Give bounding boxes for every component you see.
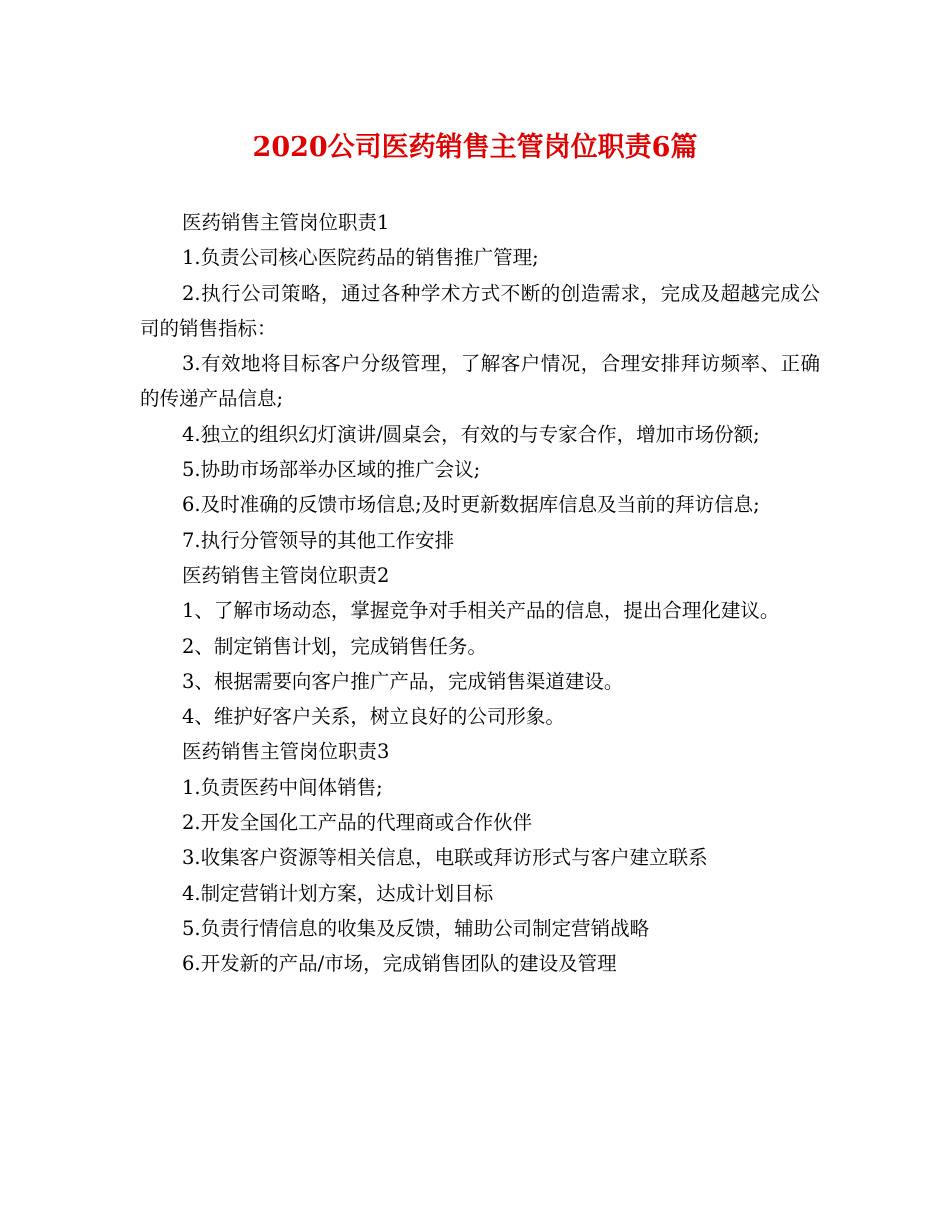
paragraph: 4、维护好客户关系，树立良好的公司形象。 (182, 705, 565, 729)
document-body (140, 205, 820, 982)
paragraph: 1.负责公司核心医院药品的销售推广管理; (182, 246, 539, 270)
paragraph: 7.执行分管领导的其他工作安排 (182, 528, 455, 552)
paragraph: 2、制定销售计划，完成销售任务。 (182, 634, 487, 658)
paragraph: 2.开发全国化工产品的代理商或合作伙伴 (182, 811, 533, 835)
section-heading-2: 医药销售主管岗位职责2 (182, 563, 390, 587)
paragraph: 6.及时准确的反馈市场信息;及时更新数据库信息及当前的拜访信息; (182, 493, 760, 517)
section-heading-3: 医药销售主管岗位职责3 (182, 740, 390, 764)
document-title: 2020公司医药销售主管岗位职责6篇 (252, 132, 698, 163)
paragraph: 1、了解市场动态，掌握竞争对手相关产品的信息，提出合理化建议。 (182, 599, 780, 623)
paragraph: 5.协助市场部举办区域的推广会议; (182, 458, 481, 482)
paragraph: 2.执行公司策略，通过各种学术方式不断的创造需求，完成及超越完成公司的销售指标： (140, 281, 820, 340)
paragraph: 1.负责医药中间体销售; (182, 775, 383, 799)
paragraph: 5.负责行情信息的收集及反馈，辅助公司制定营销战略 (182, 916, 650, 940)
paragraph: 4.独立的组织幻灯演讲/圆桌会，有效的与专家合作，增加市场份额; (182, 422, 760, 446)
paragraph: 4.制定营销计划方案，达成计划目标 (182, 881, 494, 905)
section-heading-1: 医药销售主管岗位职责1 (182, 211, 390, 234)
paragraph: 3、根据需要向客户推广产品，完成销售渠道建设。 (182, 669, 624, 693)
paragraph: 3.收集客户资源等相关信息，电联或拜访形式与客户建立联系 (182, 846, 708, 870)
paragraph: 3.有效地将目标客户分级管理，了解客户情况，合理安排拜访频率、正确的传递产品信息; (140, 352, 820, 411)
paragraph: 6.开发新的产品/市场，完成销售团队的建设及管理 (182, 952, 617, 976)
